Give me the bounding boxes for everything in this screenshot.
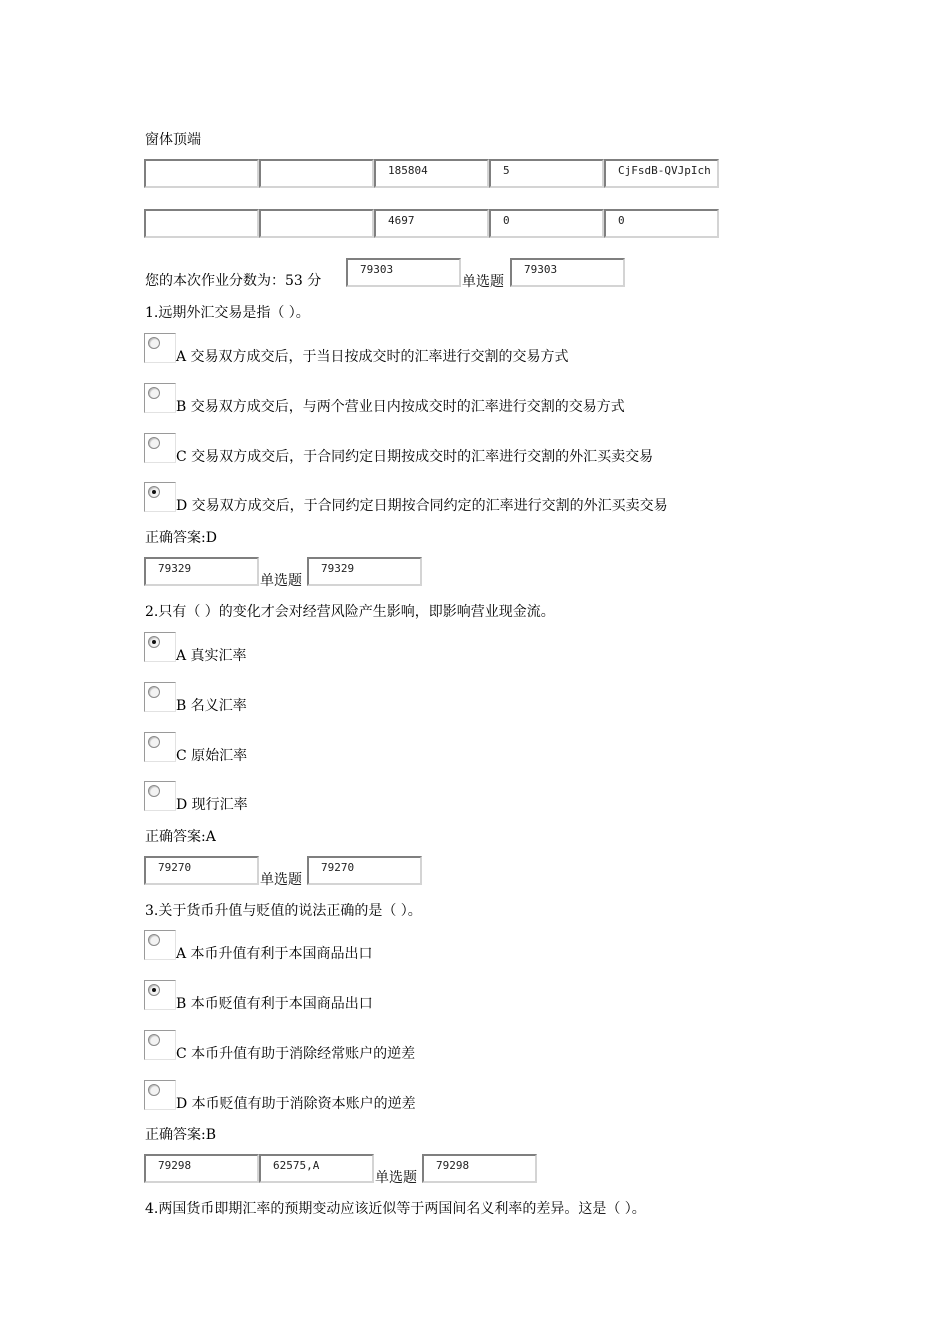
radio-button[interactable] bbox=[148, 686, 160, 698]
option-label: D 本币贬值有助于消除资本账户的逆差 bbox=[176, 1096, 416, 1112]
option-label: A 真实汇率 bbox=[176, 648, 247, 664]
option-label: C 本币升值有助于消除经常账户的逆差 bbox=[176, 1046, 416, 1062]
answer-record-field[interactable]: 62575,A bbox=[259, 1154, 374, 1183]
radio-button[interactable] bbox=[148, 437, 160, 449]
correct-answer: 正确答案:A bbox=[145, 829, 216, 845]
question-type-label: 单选题 bbox=[260, 872, 302, 888]
hidden-field[interactable] bbox=[144, 209, 259, 238]
question-id-field[interactable]: 79329 bbox=[307, 557, 422, 586]
question-id-field[interactable]: 79270 bbox=[144, 856, 259, 885]
radio-button[interactable] bbox=[148, 1084, 160, 1096]
question-id-field[interactable]: 79303 bbox=[510, 258, 625, 287]
hidden-field[interactable]: 4697 bbox=[374, 209, 489, 238]
radio-button[interactable] bbox=[148, 387, 160, 399]
question-type-label: 单选题 bbox=[260, 573, 302, 589]
radio-button[interactable] bbox=[148, 934, 160, 946]
question-title: 3.关于货币升值与贬值的说法正确的是（ ）。 bbox=[145, 903, 422, 919]
score-text: 您的本次作业分数为：53 分 bbox=[145, 273, 322, 289]
question-title: 4.两国货币即期汇率的预期变动应该近似等于两国间名义利率的差异。这是（ ）。 bbox=[145, 1201, 646, 1217]
form-top-label: 窗体顶端 bbox=[145, 132, 201, 148]
question-title: 1.远期外汇交易是指（ ）。 bbox=[145, 305, 310, 321]
hidden-field[interactable]: 5 bbox=[489, 159, 604, 188]
option-label: A 交易双方成交后，于当日按成交时的汇率进行交割的交易方式 bbox=[176, 349, 569, 365]
hidden-field[interactable]: 0 bbox=[489, 209, 604, 238]
radio-button[interactable] bbox=[148, 785, 160, 797]
hidden-field[interactable] bbox=[259, 209, 374, 238]
question-id-field[interactable]: 79298 bbox=[144, 1154, 259, 1183]
hidden-field[interactable] bbox=[144, 159, 259, 188]
radio-button[interactable] bbox=[148, 337, 160, 349]
question-id-field[interactable]: 79270 bbox=[307, 856, 422, 885]
question-type-label: 单选题 bbox=[462, 274, 504, 290]
option-label: A 本币升值有利于本国商品出口 bbox=[176, 946, 373, 962]
question-id-field[interactable]: 79329 bbox=[144, 557, 259, 586]
question-id-field[interactable]: 79298 bbox=[422, 1154, 537, 1183]
hidden-field[interactable]: 0 bbox=[604, 209, 719, 238]
option-label: B 本币贬值有利于本国商品出口 bbox=[176, 996, 373, 1012]
option-label: D 现行汇率 bbox=[176, 797, 248, 813]
option-label: B 名义汇率 bbox=[176, 698, 247, 714]
radio-button-selected[interactable] bbox=[148, 984, 160, 996]
question-title: 2.只有（ ）的变化才会对经营风险产生影响，即影响营业现金流。 bbox=[145, 604, 555, 620]
correct-answer: 正确答案:B bbox=[145, 1127, 217, 1143]
radio-button-selected[interactable] bbox=[148, 636, 160, 648]
option-label: D 交易双方成交后，于合同约定日期按合同约定的汇率进行交割的外汇买卖交易 bbox=[176, 498, 668, 514]
question-id-field[interactable]: 79303 bbox=[346, 258, 461, 287]
correct-answer: 正确答案:D bbox=[145, 530, 217, 546]
option-label: C 原始汇率 bbox=[176, 748, 248, 764]
option-label: B 交易双方成交后，与两个营业日内按成交时的汇率进行交割的交易方式 bbox=[176, 399, 625, 415]
hidden-field[interactable] bbox=[259, 159, 374, 188]
hidden-field[interactable]: CjFsdB-QVJpIch bbox=[604, 159, 719, 188]
hidden-field[interactable]: 185804 bbox=[374, 159, 489, 188]
radio-button-selected[interactable] bbox=[148, 486, 160, 498]
radio-button[interactable] bbox=[148, 736, 160, 748]
question-type-label: 单选题 bbox=[375, 1170, 417, 1186]
option-label: C 交易双方成交后，于合同约定日期按成交时的汇率进行交割的外汇买卖交易 bbox=[176, 449, 654, 465]
radio-button[interactable] bbox=[148, 1034, 160, 1046]
